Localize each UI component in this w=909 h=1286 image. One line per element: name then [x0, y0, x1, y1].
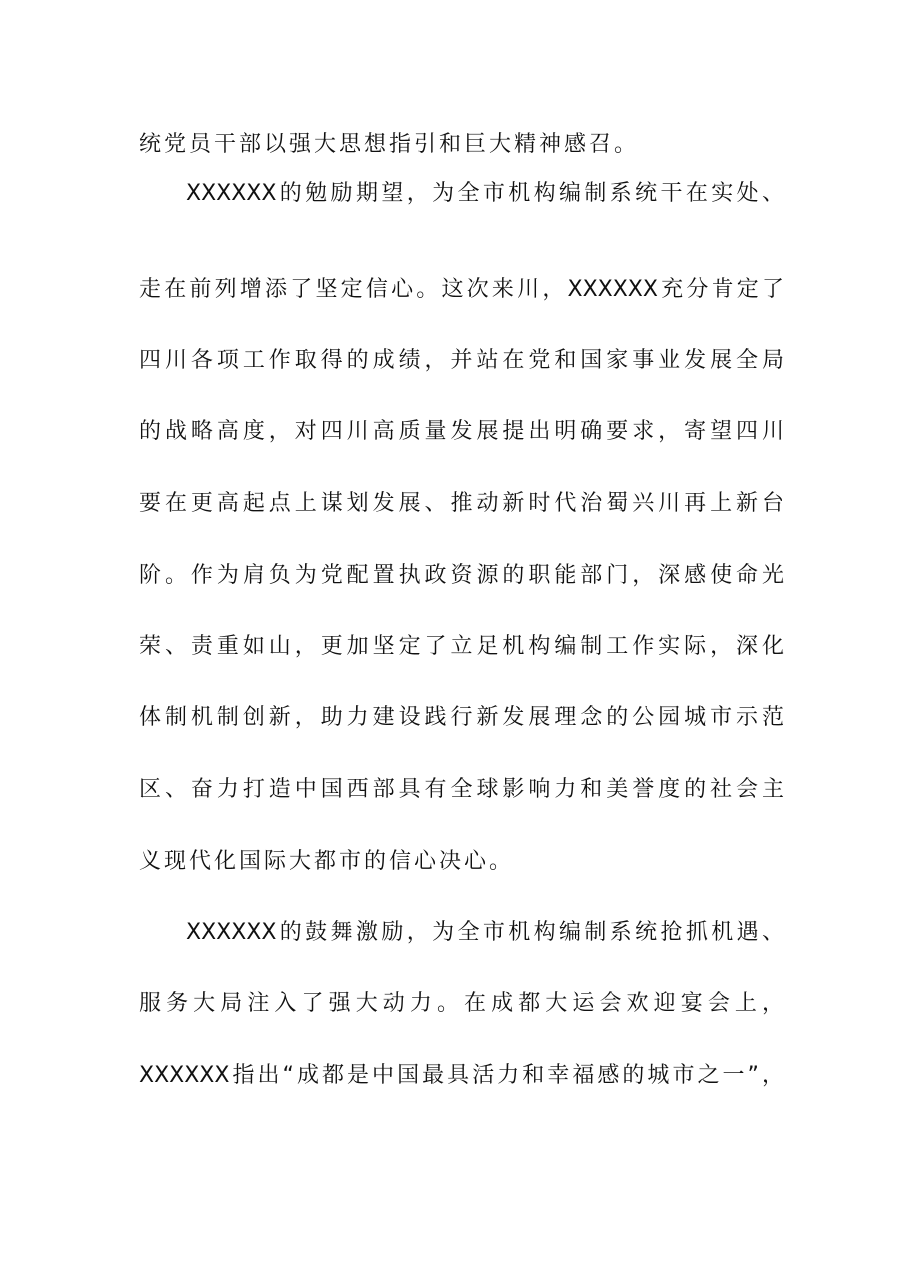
paragraph-line: 区、奋力打造中国西部具有全球影响力和美誉度的社会主 — [139, 777, 784, 802]
paragraph-line: 义现代化国际大都市的信心决心。 — [139, 849, 515, 874]
paragraph-line: 要在更高起点上谋划发展、推动新时代治蜀兴川再上新台 — [139, 491, 784, 516]
paragraph-line: 荣、责重如山，更加坚定了立足机构编制工作实际，深化 — [139, 634, 784, 659]
paragraph-line: XXXXXX的勉励期望，为全市机构编制系统干在实处、 — [186, 181, 784, 206]
paragraph-line: 体制机制创新，助力建设践行新发展理念的公园城市示范 — [139, 705, 784, 730]
paragraph-line: 四川各项工作取得的成绩，并站在党和国家事业发展全局 — [139, 348, 784, 373]
paragraph-line: 的战略高度，对四川高质量发展提出明确要求，寄望四川 — [139, 419, 784, 444]
paragraph-line: 统党员干部以强大思想指引和巨大精神感召。 — [139, 132, 640, 157]
paragraph-line: XXXXXX指出“成都是中国最具活力和幸福感的城市之一”， — [139, 1063, 784, 1088]
paragraph-line: 服务大局注入了强大动力。在成都大运会欢迎宴会上， — [139, 991, 784, 1016]
paragraph-line: 走在前列增添了坚定信心。这次来川，XXXXXX充分肯定了 — [139, 277, 784, 302]
paragraph-line: XXXXXX的鼓舞激励，为全市机构编制系统抢抓机遇、 — [186, 920, 784, 945]
paragraph-line: 阶。作为肩负为党配置执政资源的职能部门，深感使命光 — [139, 563, 784, 588]
